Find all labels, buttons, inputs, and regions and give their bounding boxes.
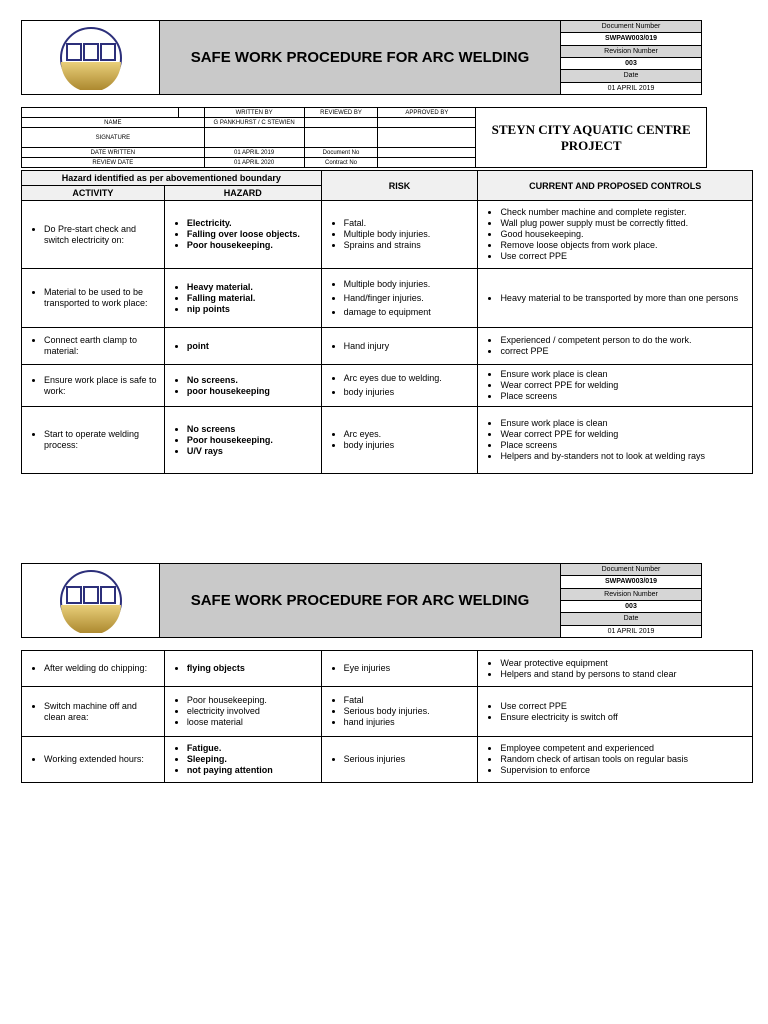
risk-header: RISK: [321, 171, 478, 201]
list-item: • After welding do chipping:: [44, 663, 160, 674]
table-row: [22, 365, 753, 407]
list-item: • Sleeping.: [187, 754, 317, 765]
list-item: • Heavy material.: [187, 282, 317, 293]
activity-cell: [22, 365, 165, 407]
list-item: • Fatigue.: [187, 743, 317, 754]
document-title: SAFE WORK PROCEDURE FOR ARC WELDING: [160, 564, 561, 637]
list-item: • Use correct PPE: [500, 701, 748, 712]
list-item: • Switch machine off and clean area:: [44, 701, 160, 723]
date-label: Date: [561, 70, 701, 82]
list-item: • Arc eyes.: [344, 429, 474, 440]
revision-value: 003: [561, 58, 701, 70]
table-row: [22, 687, 753, 737]
activity-cell: [22, 407, 165, 474]
hazard-cell: [164, 365, 321, 407]
table-row: [22, 269, 753, 328]
list-item: • Ensure work place is safe to work:: [44, 375, 160, 397]
company-logo: [22, 21, 160, 94]
doc-number-value: SWPAW003/019: [561, 33, 701, 45]
list-item: • Sprains and strains: [344, 240, 474, 251]
risk-cell: [321, 651, 478, 687]
list-item: • Ensure work place is clean: [500, 418, 748, 429]
list-item: • Experienced / competent person to do the work.: [500, 335, 748, 346]
name-value: G PANKHURST / C STEWIEN: [204, 118, 304, 128]
document-title: SAFE WORK PROCEDURE FOR ARC WELDING: [160, 21, 561, 94]
list-item: • Eye injuries: [344, 663, 474, 674]
doc-no-label: Document No: [304, 148, 378, 158]
hazard-table-page1: [21, 170, 753, 474]
review-date-label: REVIEW DATE: [22, 158, 205, 168]
controls-cell: [478, 201, 753, 269]
date-value: 01 APRIL 2019: [561, 626, 701, 637]
list-item: • Working extended hours:: [44, 754, 160, 765]
table-row: [22, 407, 753, 474]
table-row: [22, 328, 753, 365]
table-row: [22, 651, 753, 687]
list-item: • Place screens: [500, 391, 748, 402]
document-header: [21, 20, 702, 95]
list-item: • Ensure work place is clean: [500, 369, 748, 380]
date-label: Date: [561, 613, 701, 625]
activity-cell: [22, 737, 165, 783]
list-item: • Check number machine and complete register.: [500, 207, 748, 218]
logo-icon: [59, 26, 123, 90]
doc-number-label: Document Number: [561, 564, 701, 576]
revision-value: 003: [561, 601, 701, 613]
hazard-header: HAZARD: [164, 186, 321, 201]
list-item: • body injuries: [344, 387, 474, 398]
list-item: • Fatal.: [344, 218, 474, 229]
revision-label: Revision Number: [561, 46, 701, 58]
document-header-page2: [21, 563, 702, 638]
hazard-cell: [164, 687, 321, 737]
list-item: • Serious body injuries.: [344, 706, 474, 717]
document-meta: [561, 564, 701, 637]
list-item: • No screens: [187, 424, 317, 435]
list-item: • Wear correct PPE for welding: [500, 429, 748, 440]
risk-cell: [321, 328, 478, 365]
hazard-table-page2: [21, 650, 753, 783]
list-item: • Arc eyes due to welding.: [344, 373, 474, 384]
hazard-cell: [164, 269, 321, 328]
hazard-cell: [164, 737, 321, 783]
activity-cell: [22, 269, 165, 328]
list-item: • Wall plug power supply must be correctly fitted.: [500, 218, 748, 229]
controls-cell: [478, 737, 753, 783]
list-item: • Random check of artisan tools on regular basis: [500, 754, 748, 765]
list-item: • Poor housekeeping.: [187, 695, 317, 706]
list-item: • Heavy material to be transported by more than one persons: [500, 293, 748, 304]
list-item: • Falling material.: [187, 293, 317, 304]
activity-cell: [22, 328, 165, 365]
risk-cell: [321, 407, 478, 474]
document-meta: [561, 21, 701, 94]
list-item: • Do Pre-start check and switch electricity on:: [44, 224, 160, 246]
list-item: • Helpers and by-standers not to look at welding rays: [500, 451, 748, 462]
hazard-cell: [164, 201, 321, 269]
activity-cell: [22, 651, 165, 687]
risk-cell: [321, 737, 478, 783]
list-item: • Wear correct PPE for welding: [500, 380, 748, 391]
reviewed-by-header: REVIEWED BY: [304, 108, 378, 118]
review-date-value: 01 APRIL 2020: [204, 158, 304, 168]
list-item: • Supervision to enforce: [500, 765, 748, 776]
list-item: • Poor housekeeping.: [187, 435, 317, 446]
list-item: • Material to be used to be transported to work place:: [44, 287, 160, 309]
hazard-cell: [164, 407, 321, 474]
contract-no-label: Contract No: [304, 158, 378, 168]
list-item: • Good housekeeping.: [500, 229, 748, 240]
list-item: • damage to equipment: [344, 307, 474, 318]
list-item: • Use correct PPE: [500, 251, 748, 262]
doc-number-label: Document Number: [561, 21, 701, 33]
project-name: STEYN CITY AQUATIC CENTRE PROJECT: [476, 108, 707, 168]
name-label: NAME: [22, 118, 205, 128]
list-item: • Place screens: [500, 440, 748, 451]
list-item: • Connect earth clamp to material:: [44, 335, 160, 357]
list-item: • Ensure electricity is switch off: [500, 712, 748, 723]
signature-label: SIGNATURE: [22, 128, 205, 148]
activity-cell: [22, 687, 165, 737]
list-item: • Start to operate welding process:: [44, 429, 160, 451]
table-row: [22, 737, 753, 783]
risk-cell: [321, 365, 478, 407]
activity-header: ACTIVITY: [22, 186, 165, 201]
list-item: • correct PPE: [500, 346, 748, 357]
date-written-label: DATE WRITTEN: [22, 148, 205, 158]
date-written-value: 01 APRIL 2019: [204, 148, 304, 158]
list-item: • Hand injury: [344, 341, 474, 352]
list-item: • not paying attention: [187, 765, 317, 776]
table-row: [22, 201, 753, 269]
list-item: • Multiple body injuries.: [344, 229, 474, 240]
list-item: • Wear protective equipment: [500, 658, 748, 669]
revision-label: Revision Number: [561, 589, 701, 601]
list-item: • Hand/finger injuries.: [344, 293, 474, 304]
controls-cell: [478, 407, 753, 474]
controls-cell: [478, 269, 753, 328]
logo-icon: [59, 569, 123, 633]
list-item: • Employee competent and experienced: [500, 743, 748, 754]
list-item: • Electricity.: [187, 218, 317, 229]
list-item: • Poor housekeeping.: [187, 240, 317, 251]
controls-header: CURRENT AND PROPOSED CONTROLS: [478, 171, 753, 201]
list-item: • flying objects: [187, 663, 317, 674]
controls-cell: [478, 651, 753, 687]
controls-cell: [478, 365, 753, 407]
controls-cell: [478, 328, 753, 365]
approved-by-header: APPROVED BY: [378, 108, 476, 118]
list-item: • Helpers and stand by persons to stand clear: [500, 669, 748, 680]
signoff-table: [21, 107, 707, 168]
list-item: • hand injuries: [344, 717, 474, 728]
list-item: • Remove loose objects from work place.: [500, 240, 748, 251]
list-item: • Falling over loose objects.: [187, 229, 317, 240]
list-item: • electricity involved: [187, 706, 317, 717]
written-by-header: WRITTEN BY: [204, 108, 304, 118]
list-item: • point: [187, 341, 317, 352]
doc-number-value: SWPAW003/019: [561, 576, 701, 588]
risk-cell: [321, 201, 478, 269]
risk-cell: [321, 687, 478, 737]
company-logo: [22, 564, 160, 637]
list-item: • Serious injuries: [344, 754, 474, 765]
list-item: • No screens.: [187, 375, 317, 386]
risk-cell: [321, 269, 478, 328]
hazard-cell: [164, 328, 321, 365]
hazard-cell: [164, 651, 321, 687]
date-value: 01 APRIL 2019: [561, 83, 701, 94]
list-item: • Multiple body injuries.: [344, 279, 474, 290]
list-item: • body injuries: [344, 440, 474, 451]
list-item: • poor housekeeping: [187, 386, 317, 397]
hazard-boundary-header: Hazard identified as per abovementioned boundary: [22, 171, 322, 186]
activity-cell: [22, 201, 165, 269]
list-item: • U/V rays: [187, 446, 317, 457]
list-item: • loose material: [187, 717, 317, 728]
list-item: • nip points: [187, 304, 317, 315]
controls-cell: [478, 687, 753, 737]
list-item: • Fatal: [344, 695, 474, 706]
